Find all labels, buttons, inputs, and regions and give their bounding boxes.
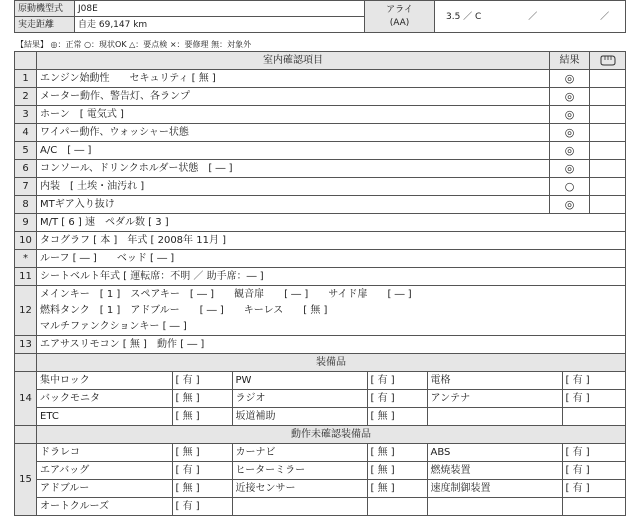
check-result: ◎ [550,106,590,124]
equipment-name: 坂道補助 [232,408,367,426]
unverified-name: ヒーターミラー [232,462,367,480]
unverified-value: [ 無 ] [172,444,232,462]
equipment-name [427,408,562,426]
unverified-name: 速度制御装置 [427,480,562,498]
unverified-value: [ 有 ] [172,498,232,516]
unverified-name: 燃焼装置 [427,462,562,480]
check-section-title: 室内確認項目 [37,52,550,70]
unverified-name: ABS [427,444,562,462]
check-item-text: エンジン始動性 セキュリティ [ 無 ] [37,70,550,88]
unverified-name: エアバッグ [37,462,172,480]
row-number: 8 [15,196,37,214]
equipment-grid [37,372,626,425]
engine-type-value: J08E [75,1,365,17]
row-number: 2 [15,88,37,106]
result-legend: 【結果】 ◎：正常 ○：現状OK △：要点検 ×：要修理 無：対象外 [16,40,252,49]
air-suspension-text: エアサスリモコン [ 無 ] 動作 [ ― ] [37,336,626,354]
interior-check-table [14,51,626,516]
check-result: ◎ [550,160,590,178]
engine-type-label: 原動機型式 [15,1,75,17]
check-result: ◎ [550,88,590,106]
check-row [15,196,626,214]
equipment-value: [ 無 ] [172,408,232,426]
unverified-name: オートクルーズ [37,498,172,516]
equipment-value: [ 有 ] [172,372,232,390]
unverified-name: カーナビ [232,444,367,462]
equipment-row [37,408,626,426]
row-number: 15 [15,444,37,516]
alignment-label-cell [365,1,435,33]
tachograph-row [15,232,626,250]
unverified-row [37,444,626,462]
equipment-name: PW [232,372,367,390]
check-item-text: MTギア入り抜け [37,196,550,214]
equipment-grid-cell [37,372,626,426]
check-row [15,178,626,196]
unverified-value: [ 無 ] [172,480,232,498]
row-number: 9 [15,214,37,232]
check-result: ◎ [550,70,590,88]
alignment-label: アライ [386,4,413,15]
equipment-value: [ 有 ] [367,372,427,390]
check-row [15,88,626,106]
check-result: ○ [550,178,590,196]
unverified-name [427,498,562,516]
unverified-row [37,462,626,480]
row-number: 7 [15,178,37,196]
roof-bed-row [15,250,626,268]
air-suspension-row [15,336,626,354]
tachograph-text: タコグラフ [ 本 ] 年式 [ 2008年 11月 ] [37,232,626,250]
seatbelt-row [15,268,626,286]
unverified-value [562,498,626,516]
equipment-name: ラジオ [232,390,367,408]
row-number: 1 [15,70,37,88]
equipment-name: バックモニタ [37,390,172,408]
unverified-name: 近接センサー [232,480,367,498]
check-item-text: 内装 [ 土埃・油汚れ ] [37,178,550,196]
equipment-section-title: 装備品 [37,354,626,372]
unverified-value: [ 有 ] [562,480,626,498]
keys-line-1: メインキー [ 1 ] スペアキー [ ― ] 観音扉 [ ― ] サイド扉 [ ― ] [40,288,412,300]
row-number: 10 [15,232,37,250]
keys-line-3: マルチファンクションキー [ ― ] [40,320,187,332]
row-number: 4 [15,124,37,142]
unverified-row [37,498,626,516]
check-header-row [15,52,626,70]
equipment-name: 集中ロック [37,372,172,390]
unverified-value: [ 有 ] [172,462,232,480]
mileage-label: 実走距離 [15,17,75,33]
unverified-value: [ 有 ] [562,444,626,462]
alignment-slash-1: ／ [528,11,538,22]
unverified-section-title: 動作未確認装備品 [37,426,626,444]
unverified-value [367,498,427,516]
unverified-value: [ 無 ] [367,480,427,498]
unverified-row [37,480,626,498]
unverified-value: [ 有 ] [562,462,626,480]
hand-icon-cell [590,52,626,70]
check-row [15,106,626,124]
equipment-value: [ 有 ] [367,390,427,408]
unverified-name: ドラレコ [37,444,172,462]
row-number: 5 [15,142,37,160]
check-item-text: コンソール、ドリンクホルダー状態 [ ― ] [37,160,550,178]
alignment-slash-2: ／ [600,11,610,22]
result-column-header: 結果 [550,52,590,70]
check-item-text: メーター動作、警告灯、各ランプ [37,88,550,106]
roof-bed-text: ルーフ [ ― ] ベッド [ ― ] [37,250,626,268]
keys-cell [37,286,626,336]
equipment-row [37,390,626,408]
equipment-value: [ 有 ] [562,372,626,390]
unverified-value: [ 無 ] [367,444,427,462]
equipment-header-row [15,354,626,372]
check-result: ◎ [550,196,590,214]
row-number: * [15,250,37,268]
check-item-text: ワイパー動作、ウォッシャー状態 [37,124,550,142]
row-number: 6 [15,160,37,178]
equipment-value: [ 無 ] [367,408,427,426]
check-row [15,124,626,142]
check-result: ◎ [550,124,590,142]
alignment-value-cell [435,1,626,33]
mileage-value: 自走 69,147 km [75,17,365,33]
unverified-header-row [15,426,626,444]
vehicle-info-table [14,0,626,33]
equipment-value: [ 有 ] [562,390,626,408]
row-number: 14 [15,372,37,426]
unverified-name: アドブルー [37,480,172,498]
row-number: 11 [15,268,37,286]
check-item-text: A/C [ ― ] [37,142,550,160]
keys-line-2: 燃料タンク [ 1 ] アドブルー [ ― ] キーレス [ 無 ] [40,304,328,316]
row-number: 13 [15,336,37,354]
transmission-text: M/T [ 6 ] 速 ペダル数 [ 3 ] [37,214,626,232]
equipment-value [562,408,626,426]
hand-stamp-icon [599,54,617,66]
equipment-name: 電格 [427,372,562,390]
seatbelt-text: シートベルト年式 [ 運転席：不明 ／ 助手席：― ] [37,268,626,286]
row-number: 12 [15,286,37,336]
transmission-row [15,214,626,232]
check-row [15,160,626,178]
equipment-name: ETC [37,408,172,426]
unverified-value: [ 無 ] [367,462,427,480]
equipment-name: アンテナ [427,390,562,408]
alignment-sub-label: (AA) [389,17,410,28]
equipment-value: [ 無 ] [172,390,232,408]
equipment-row [37,372,626,390]
check-row [15,70,626,88]
check-result: ◎ [550,142,590,160]
check-row [15,142,626,160]
alignment-value: 3.5 ／ C [446,11,482,22]
check-item-text: ホーン [ 電気式 ] [37,106,550,124]
keys-row [15,286,626,336]
row-number: 3 [15,106,37,124]
unverified-name [232,498,367,516]
